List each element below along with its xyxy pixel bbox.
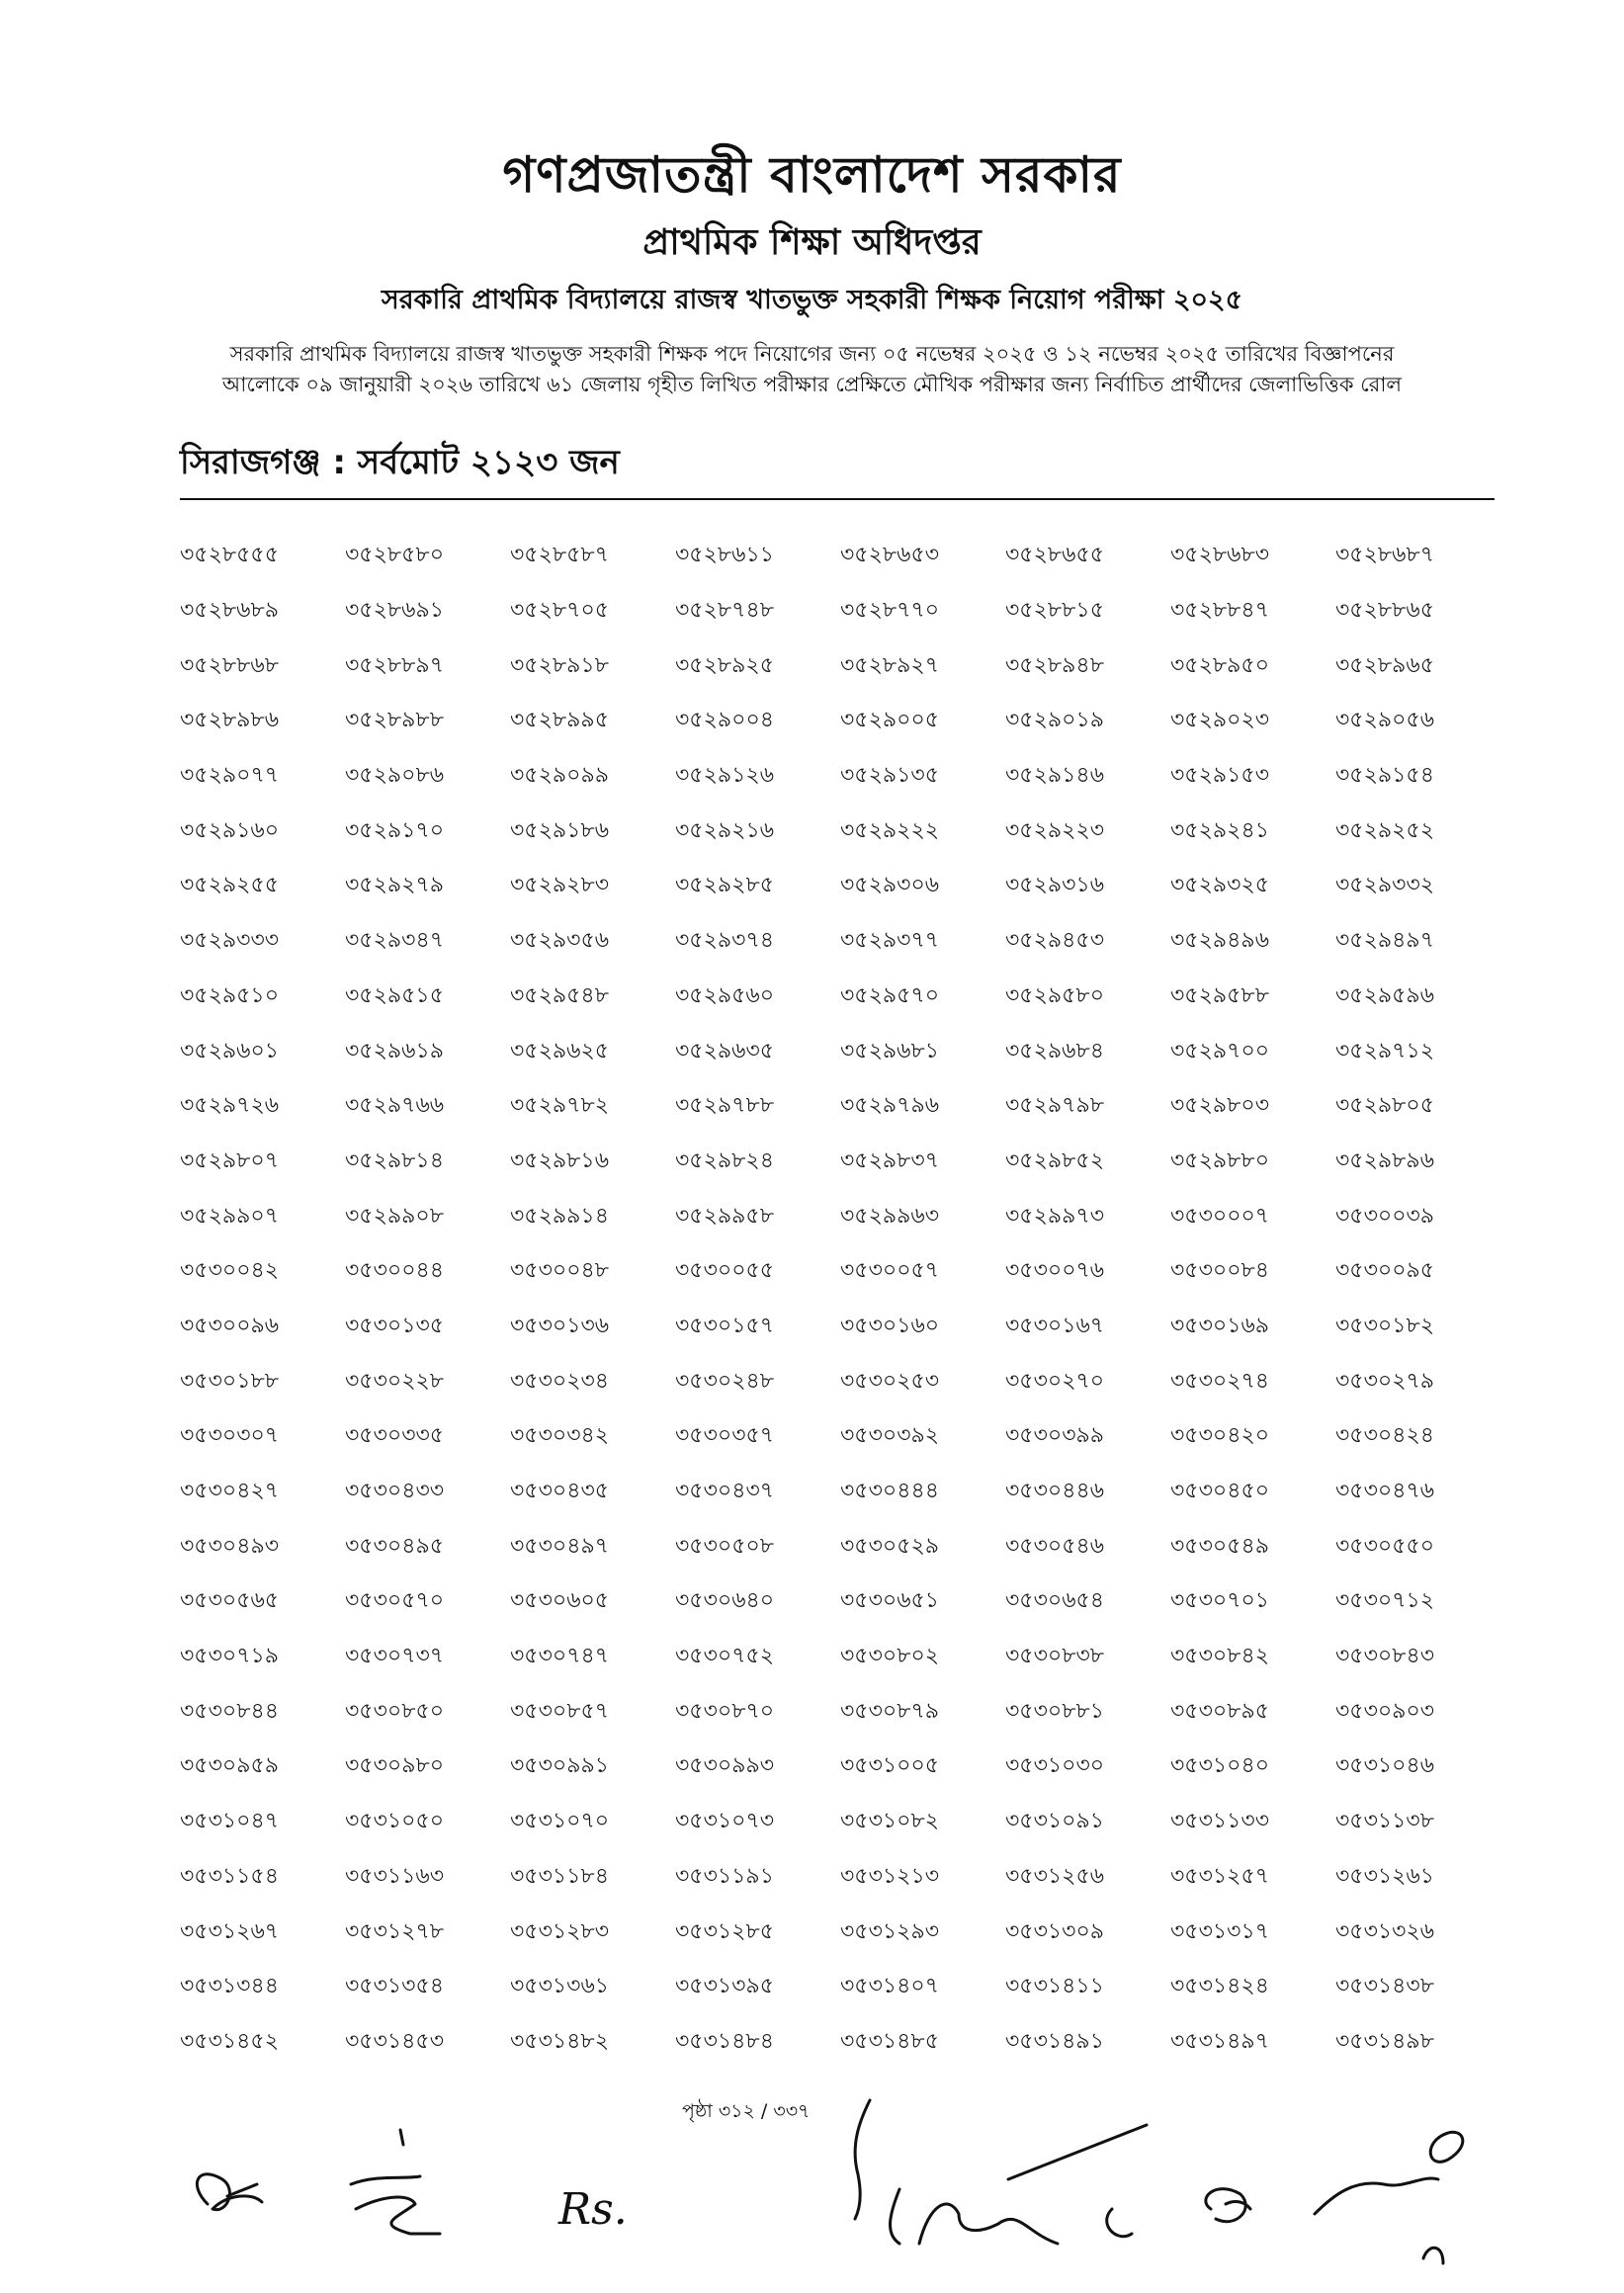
roll-number: ৩৫৩০৭০১ xyxy=(1170,1588,1270,1614)
roll-number: ৩৫৩১৩২৬ xyxy=(1335,1918,1435,1944)
roll-number: ৩৫৩০০৩৯ xyxy=(1335,1203,1435,1229)
roll-number: ৩৫৩০২৭৪ xyxy=(1170,1368,1270,1394)
roll-number: ৩৫৩০৪৯৭ xyxy=(510,1533,610,1559)
roll-number: ৩৫৩০৫৬৫ xyxy=(180,1588,280,1614)
roll-number: ৩৫২৯৮১৬ xyxy=(510,1147,610,1173)
roll-number: ৩৫৩০০৪৪ xyxy=(345,1258,445,1284)
roll-number: ৩৫৩১০০৫ xyxy=(840,1753,940,1779)
roll-number: ৩৫২৯২১৬ xyxy=(675,817,775,843)
exam-title: সরকারি প্রাথমিক বিদ্যালয়ে রাজস্ব খাতভুক্ত সহকারী শিক্ষক নিয়োগ পরীক্ষা ২০২৫ xyxy=(381,285,1243,315)
roll-number: ৩৫২৯৫৪৮ xyxy=(510,982,609,1008)
roll-number: ৩৫৩০৬৫৪ xyxy=(1005,1588,1105,1614)
roll-number: ৩৫২৮৯৮৬ xyxy=(180,708,280,733)
roll-row xyxy=(180,1409,1524,1465)
roll-number: ৩৫৩১২৫৬ xyxy=(1005,1863,1105,1889)
roll-number: ৩৫২৮৯১৮ xyxy=(510,652,609,678)
roll-number: ৩৫৩১২৬৭ xyxy=(180,1918,280,1944)
roll-number: ৩৫৩০০৪২ xyxy=(180,1258,280,1284)
roll-number: ৩৫৩০৮৪২ xyxy=(1170,1644,1270,1669)
roll-number: ৩৫৩০৩৯৯ xyxy=(1005,1423,1105,1449)
roll-number: ৩৫৩০৪৩৩ xyxy=(345,1479,445,1504)
roll-number: ৩৫২৯২৫৫ xyxy=(180,873,280,898)
roll-row xyxy=(180,914,1524,970)
roll-number: ৩৫৩১০৪০ xyxy=(1170,1753,1270,1779)
roll-number: ৩৫২৯১২৬ xyxy=(675,763,775,789)
roll-row xyxy=(180,859,1524,914)
roll-number: ৩৫২৯১৬০ xyxy=(180,817,280,843)
roll-number: ৩৫৩০৮৯৫ xyxy=(1170,1698,1270,1724)
roll-number: ৩৫২৯৫৯৬ xyxy=(1335,982,1435,1008)
roll-number: ৩৫৩০৩৫৭ xyxy=(675,1423,775,1449)
roll-number: ৩৫২৯৩০৬ xyxy=(840,873,940,898)
roll-row xyxy=(180,1244,1524,1300)
description-line-2: আলোকে ০৯ জানুয়ারী ২০২৬ তারিখে ৬১ জেলায় গৃহীত লিখিত পরীক্ষার প্রেক্ষিতে মৌখিক পরীক্ষার জন্য নির্বাচিত প্রার্থীদের জেলাভিত্তিক রোল xyxy=(221,373,1403,396)
signature-area xyxy=(168,2085,1532,2273)
roll-number: ৩৫২৯৯৭৩ xyxy=(1005,1203,1105,1229)
signature-5 xyxy=(1206,2189,1250,2222)
roll-number: ৩৫২৯৫৮৮ xyxy=(1170,982,1269,1008)
roll-number: ৩৫৩০৫০৮ xyxy=(675,1533,775,1559)
roll-number: ৩৫২৯৭৮২ xyxy=(510,1093,610,1119)
roll-number: ৩৫৩১৪০৭ xyxy=(840,1974,940,1999)
roll-number: ৩৫২৯১৮৬ xyxy=(510,817,610,843)
roll-number: ৩৫২৯৬২৫ xyxy=(510,1038,610,1063)
roll-number: ৩৫২৯২২২ xyxy=(840,817,940,843)
roll-number: ৩৫৩০৪৩৫ xyxy=(510,1479,610,1504)
roll-number: ৩৫৩০৮৫০ xyxy=(345,1698,445,1724)
roll-row xyxy=(180,1905,1524,1960)
roll-number: ৩৫৩০৮৪৪ xyxy=(180,1698,280,1724)
roll-number: ৩৫২৮৬৫৫ xyxy=(1005,543,1105,568)
roll-number: ৩৫২৮৮৪৭ xyxy=(1170,598,1270,624)
roll-number: ৩৫২৮৯৬৫ xyxy=(1335,652,1435,678)
roll-number: ৩৫২৮৯২৫ xyxy=(675,652,775,678)
roll-number: ৩৫৩০৬৫১ xyxy=(840,1588,940,1614)
roll-number: ৩৫২৯০৮৬ xyxy=(345,763,445,789)
roll-number: ৩৫৩০১৮৮ xyxy=(180,1368,280,1394)
roll-number: ৩৫৩১০৪৭ xyxy=(180,1809,280,1834)
roll-row xyxy=(180,2015,1524,2071)
roll-number: ৩৫৩১৪৮৪ xyxy=(675,2028,774,2054)
roll-number: ৩৫৩০৩৩৫ xyxy=(345,1423,445,1449)
roll-number: ৩৫২৯২২৩ xyxy=(1005,817,1105,843)
roll-number: ৩৫২৮৮৬৫ xyxy=(1335,598,1435,624)
roll-number: ৩৫৩০৮৭০ xyxy=(675,1698,775,1724)
roll-number: ৩৫২৯০৫৬ xyxy=(1335,708,1435,733)
roll-number: ৩৫৩০৩০৭ xyxy=(180,1423,280,1449)
roll-number: ৩৫২৯৩৭৭ xyxy=(840,928,940,954)
roll-number: ৩৫২৯৭২৬ xyxy=(180,1093,280,1119)
roll-number: ৩৫৩১৩০৯ xyxy=(1005,1918,1105,1944)
roll-number: ৩৫২৮৮১৫ xyxy=(1005,598,1104,624)
roll-number: ৩৫৩১১৯১ xyxy=(675,1863,774,1889)
roll-number: ৩৫৩০৪২৪ xyxy=(1335,1423,1435,1449)
roll-number: ৩৫৩০০৫৭ xyxy=(840,1258,940,1284)
roll-number: ৩৫৩১৪৯১ xyxy=(1005,2028,1104,2054)
roll-number: ৩৫২৯৬৮১ xyxy=(840,1038,940,1063)
roll-number: ৩৫৩০১৩৫ xyxy=(345,1313,445,1338)
roll-number: ৩৫২৯০০৪ xyxy=(675,708,775,733)
signature-2 xyxy=(351,2130,440,2234)
roll-row xyxy=(180,1354,1524,1409)
roll-number: ৩৫৩১১৩৩ xyxy=(1170,1809,1270,1834)
roll-row xyxy=(180,1850,1524,1906)
roll-number: ৩৫২৯৮৫২ xyxy=(1005,1147,1105,1173)
roll-number: ৩৫২৮৬৮৩ xyxy=(1170,543,1270,568)
roll-number: ৩৫২৯২৭৯ xyxy=(345,873,445,898)
roll-number: ৩৫২৯৩১৬ xyxy=(1005,873,1105,898)
signature-3-stroke xyxy=(855,2100,870,2219)
roll-number: ৩৫৩১১৫৪ xyxy=(180,1863,279,1889)
roll-number: ৩৫৩১০৭০ xyxy=(510,1809,610,1834)
roll-number: ৩৫৩০২৭৯ xyxy=(1335,1368,1435,1394)
roll-number: ৩৫২৯২৫২ xyxy=(1335,817,1435,843)
roll-number: ৩৫৩১৩৯৫ xyxy=(675,1974,775,1999)
roll-number: ৩৫৩০৯৫৯ xyxy=(180,1753,280,1779)
roll-number: ৩৫২৮৯৯৫ xyxy=(510,708,609,733)
roll-number: ৩৫৩০৪৪৪ xyxy=(840,1479,940,1504)
signature-initials: Rs. xyxy=(558,2184,628,2235)
roll-number: ৩৫২৯২৮৫ xyxy=(675,873,775,898)
roll-row xyxy=(180,1960,1524,2015)
roll-number: ৩৫২৯৪৯৬ xyxy=(1170,928,1270,954)
roll-number: ৩৫৩০৫৫০ xyxy=(1335,1533,1435,1559)
roll-row xyxy=(180,1740,1524,1795)
roll-number: ৩৫২৯৮১৪ xyxy=(345,1147,444,1173)
roll-number: ৩৫২৯৫৮০ xyxy=(1005,982,1105,1008)
roll-number: ৩৫৩০৩৪২ xyxy=(510,1423,610,1449)
roll-number: ৩৫২৮৫৮০ xyxy=(345,543,445,568)
roll-number: ৩৫৩১২৯৩ xyxy=(840,1918,940,1944)
roll-number: ৩৫২৯৮০৩ xyxy=(1170,1093,1270,1119)
roll-row xyxy=(180,638,1524,694)
roll-number: ৩৫২৯৭৬৬ xyxy=(345,1093,445,1119)
roll-number: ৩৫৩১৪৮৫ xyxy=(840,2028,939,2054)
roll-number: ৩৫৩০৯০৩ xyxy=(1335,1698,1435,1724)
roll-number: ৩৫২৯৭৯৮ xyxy=(1005,1093,1105,1119)
roll-number: ৩৫৩১৪১১ xyxy=(1005,1974,1104,1999)
roll-number: ৩৫২৮৯৮৮ xyxy=(345,708,444,733)
signature-6 xyxy=(1315,2132,1463,2263)
roll-number: ৩৫৩০৮৭৯ xyxy=(840,1698,940,1724)
page-number: পৃষ্ঠা ৩১২ / ৩৩৭ xyxy=(682,2100,811,2122)
roll-number: ৩৫৩১১৬৩ xyxy=(345,1863,445,1889)
roll-number: ৩৫৩১২৮৩ xyxy=(510,1918,610,1944)
roll-number: ৩৫৩০৪৪৬ xyxy=(1005,1479,1105,1504)
roll-number: ৩৫২৮৫৮৭ xyxy=(510,543,610,568)
roll-number: ৩৫২৯১৪৬ xyxy=(1005,763,1105,789)
roll-row xyxy=(180,1465,1524,1520)
roll-number: ৩৫৩০৬০৫ xyxy=(510,1588,610,1614)
roll-number: ৩৫২৮৬৯১ xyxy=(345,598,445,624)
roll-number: ৩৫৩০৪৩৭ xyxy=(675,1479,775,1504)
roll-number: ৩৫৩১০৫০ xyxy=(345,1809,445,1834)
roll-number: ৩৫২৯৩২৫ xyxy=(1170,873,1270,898)
roll-number: ৩৫২৯৮২৪ xyxy=(675,1147,775,1173)
roll-number: ৩৫৩০৮০২ xyxy=(840,1644,940,1669)
roll-number: ৩৫৩১৪৫২ xyxy=(180,2028,280,2054)
roll-number: ৩৫২৯৩৩৩ xyxy=(180,928,280,954)
department-title: প্রাথমিক শিক্ষা অধিদপ্তর xyxy=(642,222,982,263)
roll-row xyxy=(180,1189,1524,1244)
roll-number: ৩৫৩০৮৮১ xyxy=(1005,1698,1105,1724)
roll-number: ৩৫২৯৭০০ xyxy=(1170,1038,1270,1063)
roll-number: ৩৫২৯৫৭০ xyxy=(840,982,940,1008)
signature-4 xyxy=(891,2125,1147,2244)
roll-number: ৩৫৩১৩১৭ xyxy=(1170,1918,1270,1944)
roll-number: ৩৫২৯৯০৭ xyxy=(180,1203,280,1229)
roll-number: ৩৫৩০৪২৭ xyxy=(180,1479,280,1504)
roll-number: ৩৫৩০১৮২ xyxy=(1335,1313,1435,1338)
roll-number: ৩৫৩১৪৮২ xyxy=(510,2028,610,2054)
roll-number: ৩৫৩১৪৯৭ xyxy=(1170,2028,1270,2054)
roll-number: ৩৫২৯৮০৫ xyxy=(1335,1093,1435,1119)
roll-number: ৩৫৩০৪৯৫ xyxy=(345,1533,445,1559)
roll-number: ৩৫৩১২৮৫ xyxy=(675,1918,775,1944)
roll-row xyxy=(180,1300,1524,1355)
roll-number: ৩৫২৮৯৪৮ xyxy=(1005,652,1104,678)
roll-number: ৩৫২৮৫৫৫ xyxy=(180,543,279,568)
roll-number: ৩৫২৯২৮৩ xyxy=(510,873,610,898)
roll-number: ৩৫২৯৯০৮ xyxy=(345,1203,445,1229)
roll-number: ৩৫৩১০৩০ xyxy=(1005,1753,1105,1779)
roll-number: ৩৫৩১০৯১ xyxy=(1005,1809,1105,1834)
roll-number: ৩৫৩০২৫৩ xyxy=(840,1368,940,1394)
roll-number: ৩৫৩০৭৩৭ xyxy=(345,1644,445,1669)
roll-number: ৩৫৩১৪২৪ xyxy=(1170,1974,1270,1999)
roll-number: ৩৫৩০২২৮ xyxy=(345,1368,445,1394)
roll-number: ৩৫২৯০৯৯ xyxy=(510,763,610,789)
roll-number: ৩৫৩১৩৬১ xyxy=(510,1974,610,1999)
roll-number: ৩৫৩০০৫৫ xyxy=(675,1258,775,1284)
roll-number: ৩৫২৯৩৩২ xyxy=(1335,873,1435,898)
heading-divider xyxy=(180,498,1495,500)
roll-number: ৩৫২৯৮০৭ xyxy=(180,1147,280,1173)
roll-number: ৩৫৩১২৫৭ xyxy=(1170,1863,1270,1889)
roll-number: ৩৫২৯৯১৪ xyxy=(510,1203,609,1229)
signature-1 xyxy=(197,2174,262,2210)
roll-number: ৩৫৩০৩৯২ xyxy=(840,1423,940,1449)
government-title: গণপ্রজাতন্ত্রী বাংলাদেশ সরকার xyxy=(502,146,1122,204)
roll-number: ৩৫৩০৯৯৩ xyxy=(675,1753,775,1779)
roll-number: ৩৫২৯৬৮৪ xyxy=(1005,1038,1105,1063)
roll-number: ৩৫৩০৪৯৩ xyxy=(180,1533,280,1559)
roll-number: ৩৫৩১১৮৪ xyxy=(510,1863,609,1889)
roll-number: ৩৫৩১৪৫৩ xyxy=(345,2028,445,2054)
roll-number: ৩৫৩০৮৫৭ xyxy=(510,1698,610,1724)
roll-number: ৩৫২৯১৭০ xyxy=(345,817,445,843)
roll-number: ৩৫২৯০৭৭ xyxy=(180,763,280,789)
roll-row xyxy=(180,970,1524,1025)
roll-row xyxy=(180,1630,1524,1685)
roll-number: ৩৫২৯০১৯ xyxy=(1005,708,1105,733)
roll-number: ৩৫৩০৪৫০ xyxy=(1170,1479,1270,1504)
roll-number: ৩৫২৯৮৩৭ xyxy=(840,1147,940,1173)
roll-number: ৩৫৩০১৬৭ xyxy=(1005,1313,1105,1338)
roll-row xyxy=(180,1079,1524,1135)
roll-number: ৩৫২৯১৩৫ xyxy=(840,763,940,789)
roll-number: ৩৫৩১৪৩৮ xyxy=(1335,1974,1435,1999)
roll-number: ৩৫২৮৭৪৮ xyxy=(675,598,775,624)
roll-number: ৩৫২৮৬৫৩ xyxy=(840,543,940,568)
roll-number: ৩৫২৯৯৫৮ xyxy=(675,1203,774,1229)
notice-description xyxy=(148,339,1476,400)
roll-number: ৩৫৩১৪৯৮ xyxy=(1335,2028,1434,2054)
roll-number: ৩৫৩০০৭৬ xyxy=(1005,1258,1105,1284)
roll-number: ৩৫২৯৮৮০ xyxy=(1170,1147,1270,1173)
roll-number: ৩৫২৯২৪১ xyxy=(1170,817,1270,843)
roll-number: ৩৫৩০১৬৯ xyxy=(1170,1313,1270,1338)
roll-row xyxy=(180,1795,1524,1850)
district-heading: সিরাজগঞ্জ : সর্বমোট ২১২৩ জন xyxy=(180,443,620,482)
roll-number: ৩৫৩০৮৪৩ xyxy=(1335,1644,1435,1669)
roll-number: ৩৫৩০০৯৫ xyxy=(1335,1258,1435,1284)
roll-number: ৩৫৩১৩৫৪ xyxy=(345,1974,445,1999)
roll-number: ৩৫৩১০৭৩ xyxy=(675,1809,775,1834)
roll-number: ৩৫৩০০০৭ xyxy=(1170,1203,1270,1229)
roll-number: ৩৫২৮৭৭০ xyxy=(840,598,940,624)
roll-number: ৩৫২৯০২৩ xyxy=(1170,708,1270,733)
roll-row xyxy=(180,694,1524,749)
roll-row xyxy=(180,749,1524,805)
roll-row xyxy=(180,1135,1524,1190)
roll-number: ৩৫২৯৬৩৫ xyxy=(675,1038,775,1063)
roll-number: ৩৫৩০৪২০ xyxy=(1170,1423,1270,1449)
roll-row xyxy=(180,529,1524,584)
roll-number: ৩৫২৯৭৯৬ xyxy=(840,1093,940,1119)
roll-number: ৩৫৩০২৩৪ xyxy=(510,1368,610,1394)
roll-row xyxy=(180,1684,1524,1740)
roll-number: ৩৫২৮৬১১ xyxy=(675,543,775,568)
roll-row xyxy=(180,1519,1524,1574)
roll-number: ৩৫৩০৫২৯ xyxy=(840,1533,940,1559)
roll-number: ৩৫২৯৭১২ xyxy=(1335,1038,1435,1063)
roll-row xyxy=(180,804,1524,859)
roll-number: ৩৫৩০০৮৪ xyxy=(1170,1258,1270,1284)
roll-number: ৩৫৩১০৮২ xyxy=(840,1809,940,1834)
roll-number: ৩৫২৮৯২৭ xyxy=(840,652,940,678)
roll-number: ৩৫৩১২৭৮ xyxy=(345,1918,445,1944)
roll-number: ৩৫৩০৫৪৯ xyxy=(1170,1533,1270,1559)
roll-number: ৩৫৩০৬৪০ xyxy=(675,1588,775,1614)
roll-number: ৩৫২৮৮৬৮ xyxy=(180,652,280,678)
roll-number: ৩৫৩০১৬০ xyxy=(840,1313,940,1338)
roll-number: ৩৫২৯৪৯৭ xyxy=(1335,928,1435,954)
roll-number: ৩৫২৯৫৬০ xyxy=(675,982,775,1008)
roll-number: ৩৫৩০৯৯১ xyxy=(510,1753,610,1779)
roll-number: ৩৫২৯৩৭৪ xyxy=(675,928,775,954)
roll-number: ৩৫৩১২৬১ xyxy=(1335,1863,1435,1889)
roll-number: ৩৫২৮৬৮৯ xyxy=(180,598,280,624)
roll-number: ৩৫২৯৬১৯ xyxy=(345,1038,445,1063)
roll-number: ৩৫৩০৯৮০ xyxy=(345,1753,445,1779)
roll-number: ৩৫২৯৫১৫ xyxy=(345,982,444,1008)
roll-number: ৩৫২৯৭৮৮ xyxy=(675,1093,775,1119)
roll-number: ৩৫২৯৩৫৬ xyxy=(510,928,610,954)
roll-row xyxy=(180,584,1524,639)
roll-number: ৩৫৩০৭১৯ xyxy=(180,1644,280,1669)
roll-number: ৩৫২৯৪৫৩ xyxy=(1005,928,1105,954)
roll-number: ৩৫৩০৮৩৮ xyxy=(1005,1644,1105,1669)
roll-number: ৩৫৩০৫৭০ xyxy=(345,1588,445,1614)
roll-number: ৩৫৩১০৪৬ xyxy=(1335,1753,1435,1779)
roll-number: ৩৫৩০০৯৬ xyxy=(180,1313,280,1338)
roll-number: ৩৫২৯৬০১ xyxy=(180,1038,280,1063)
roll-row xyxy=(180,1574,1524,1630)
roll-number: ৩৫৩০৭৫২ xyxy=(675,1644,775,1669)
roll-number: ৩৫৩০২৭০ xyxy=(1005,1368,1105,1394)
roll-number: ৩৫২৯১৫৩ xyxy=(1170,763,1270,789)
roll-number: ৩৫২৯৯৬৩ xyxy=(840,1203,940,1229)
roll-number: ৩৫৩০৪৭৬ xyxy=(1335,1479,1435,1504)
roll-row xyxy=(180,1024,1524,1079)
description-line-1: সরকারি প্রাথমিক বিদ্যালয়ে রাজস্ব খাতভুক্ত সহকারী শিক্ষক পদে নিয়োগের জন্য ০৫ নভেম্বর ২০২৫ ও ১২ নভেম্বর ২০২৫ তারিখের বিজ্ঞাপনের xyxy=(229,342,1395,366)
roll-number: ৩৫৩১১৩৮ xyxy=(1335,1809,1435,1834)
roll-number: ৩৫২৮৮৯৭ xyxy=(345,652,445,678)
roll-number: ৩৫৩০৭১২ xyxy=(1335,1588,1435,1614)
roll-number: ৩৫৩০০৪৮ xyxy=(510,1258,610,1284)
roll-number: ৩৫৩১২১৩ xyxy=(840,1863,940,1889)
signatures-drawing xyxy=(168,2085,1532,2273)
roll-number: ৩৫৩০১৫৭ xyxy=(675,1313,775,1338)
roll-number: ৩৫২৮৬৮৭ xyxy=(1335,543,1435,568)
roll-number: ৩৫২৯০০৫ xyxy=(840,708,940,733)
roll-number: ৩৫৩০২৪৮ xyxy=(675,1368,775,1394)
roll-number: ৩৫২৮৭০৫ xyxy=(510,598,610,624)
roll-number: ৩৫৩০১৩৬ xyxy=(510,1313,610,1338)
roll-number: ৩৫৩০৫৪৬ xyxy=(1005,1533,1105,1559)
roll-number: ৩৫২৮৯৫০ xyxy=(1170,652,1270,678)
roll-number: ৩৫২৯৮৯৬ xyxy=(1335,1147,1435,1173)
roll-number: ৩৫২৯১৫৪ xyxy=(1335,763,1434,789)
roll-number: ৩৫৩০৭৪৭ xyxy=(510,1644,610,1669)
roll-number-grid xyxy=(180,529,1524,2070)
roll-number: ৩৫২৯৫১০ xyxy=(180,982,280,1008)
roll-number: ৩৫২৯৩৪৭ xyxy=(345,928,445,954)
roll-number: ৩৫৩১৩৪৪ xyxy=(180,1974,280,1999)
